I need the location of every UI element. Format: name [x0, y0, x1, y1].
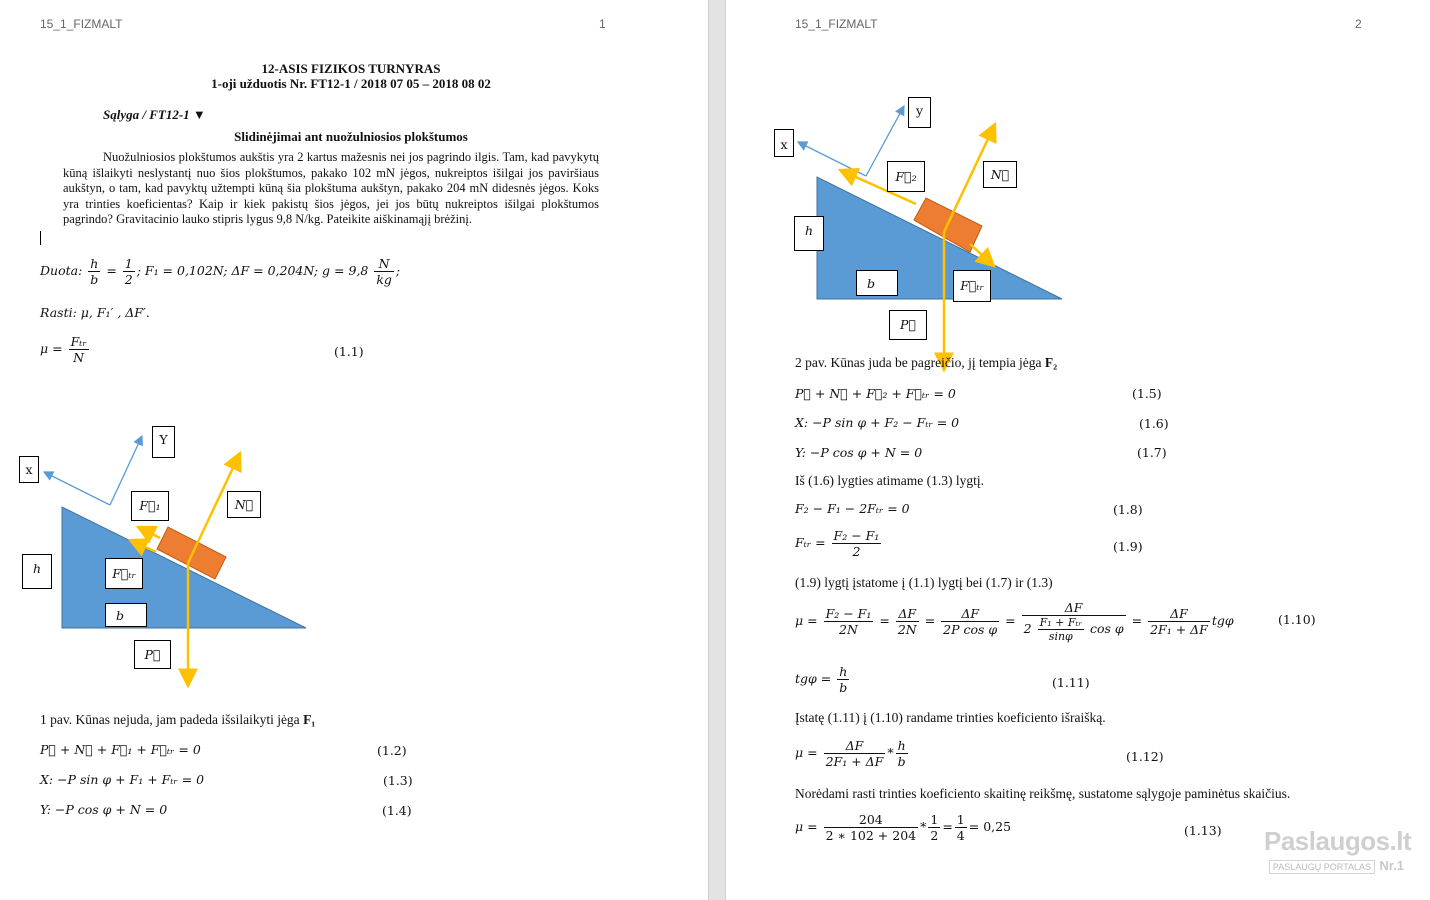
label-p-1: P⃗	[134, 640, 171, 669]
given-line: Duota: $\frac{h}{b}$ = $\frac{1}{2}$ ; F₁ = 0,102N; ΔF = 0,204N; g = 9,8 $\frac{N}{kg}$ ;	[40, 256, 401, 287]
label-p-2: P⃗	[889, 310, 927, 340]
label-f1: F⃗₁	[131, 491, 169, 521]
find-line: Rasti: μ, F₁′ , ΔF′.	[40, 305, 150, 320]
x-axis-2	[798, 142, 866, 176]
given-values: ; F₁ = 0,102N; ΔF = 0,204N; g = 9,8	[136, 263, 369, 278]
equation-number-1-5: (1.5)	[1132, 386, 1162, 401]
fraction-1-2: $\frac{1}{2}$	[124, 256, 133, 287]
document-page-2	[726, 0, 1430, 900]
equation-1-8: F₂ − F₁ − 2Fₜᵣ = 0	[795, 501, 910, 516]
figure-2-caption: 2 pav. Kūnas juda be pagreičio, jį tempia jėga F₂	[795, 355, 1058, 370]
page-header-docname: 15_1_FIZMALT	[40, 17, 123, 31]
equation-1-9: Fₜᵣ = $\frac{\text{F₂ − F₁}}{2}$	[795, 528, 880, 559]
label-ftr-1: F⃗ₜᵣ	[105, 558, 143, 589]
equation-number-1-4: (1.4)	[382, 803, 412, 818]
label-b-1: b	[105, 603, 147, 627]
label-h-1: h	[22, 554, 52, 589]
equation-1-11: tgφ = $\frac{h}{b}$	[795, 664, 848, 695]
equation-1-7: Y: −P cos φ + N = 0	[795, 445, 923, 460]
equation-number-1-1: (1.1)	[334, 344, 364, 359]
incline-triangle-1	[62, 507, 306, 628]
label-ftr-2: F⃗ₜᵣ	[953, 270, 991, 302]
label-x-2: x	[774, 129, 794, 157]
page-number: 2	[1355, 17, 1362, 31]
equation-number-1-9: (1.9)	[1113, 539, 1143, 554]
equation-number-1-2: (1.2)	[377, 743, 407, 758]
label-h-2: h	[794, 216, 824, 251]
equation-number-1-3: (1.3)	[383, 773, 413, 788]
label-n-2: N⃗	[983, 161, 1017, 188]
watermark-brand: Paslaugos.lt	[1264, 826, 1412, 856]
equation-1-13: μ = $\frac{204}{2 ∗ 102 + 204}$ * $\frac{1}{2}$ = $\frac{1}{4}$ = 0,25	[795, 812, 1012, 843]
incline-triangle-2	[817, 177, 1062, 299]
equation-number-1-6: (1.6)	[1139, 416, 1169, 431]
label-n-1: N⃗	[227, 491, 261, 518]
text-insert: (1.9) lygtį įstatome į (1.1) lygtį bei (1.7) ir (1.3)	[795, 575, 1053, 590]
page-header-docname: 15_1_FIZMALT	[795, 17, 878, 31]
problem-text: Nuožulniosios plokštumos aukštis yra 2 kartus mažesnis nei jos pagrindo ilgis. Tam, kad pavykytų kūną išlaikyti neslystantį nuo šios plokštumos, pakako 102 mN jėgos, nukreiptos išilgai jos paviršiaus aukštyn, o tam, kad pavyktų užtempti kūną šia plokštuma aukštyn, pakako 204 mN didesnės jėgos. Koks yra trinties koeficientas? Kaip ir kiek pakistų šios jėgos, jei jos būtų nukreiptos išilgai plokštumos pagrindo? Gravitacinio lauko stipris lygus 9,8 N/kg. Pateikite aiškinamąjį brėžinį.	[63, 150, 599, 226]
page-number: 1	[599, 17, 606, 31]
figure-1-caption: 1 pav. Kūnas nejuda, jam padeda išsilaikyti jėga F₁	[40, 712, 316, 727]
page-gutter	[708, 0, 726, 900]
equation-1-3: X: −P sin φ + F₁ + Fₜᵣ = 0	[40, 772, 205, 787]
label-y-2: y	[908, 97, 931, 128]
equation-1-6: X: −P sin φ + F₂ − Fₜᵣ = 0	[795, 415, 960, 430]
watermark-tagline: PASLAUGŲ PORTALAS	[1269, 860, 1375, 874]
equation-1-2: P⃗ + N⃗ + F⃗₁ + F⃗ₜᵣ = 0	[40, 742, 201, 757]
fraction-h-b: $\frac{h}{b}$	[90, 256, 99, 287]
document-page-1	[0, 0, 708, 900]
equation-1-4: Y: −P cos φ + N = 0	[40, 802, 168, 817]
equation-number-1-8: (1.8)	[1113, 502, 1143, 517]
task-title: 1-oji užduotis Nr. FT12-1 / 2018 07 05 – 2018 08 02	[211, 76, 491, 91]
label-f2: F⃗₂	[887, 161, 925, 192]
problem-title: Slidinėjimai ant nuožulniosios plokštumos	[234, 129, 468, 144]
equation-number-1-7: (1.7)	[1137, 445, 1167, 460]
watermark-badge: Nr.1	[1379, 858, 1404, 873]
label-y-1: Y	[152, 426, 175, 458]
condition-label[interactable]: Sąlyga / FT12-1 ▼	[103, 107, 206, 122]
given-label: Duota:	[40, 263, 83, 278]
figure-1-inclined-plane	[0, 0, 708, 900]
equation-number-1-10: (1.10)	[1278, 612, 1316, 627]
equation-1-5: P⃗ + N⃗ + F⃗₂ + F⃗ₜᵣ = 0	[795, 386, 956, 401]
force-f1-arrow	[138, 527, 160, 538]
x-axis-1	[44, 472, 110, 505]
label-x-1: x	[19, 456, 39, 483]
watermark-logo	[1264, 826, 1412, 875]
equation-number-1-12: (1.12)	[1126, 749, 1164, 764]
equation-number-1-11: (1.11)	[1052, 675, 1090, 690]
equation-1-12: μ = $\frac{\Delta F}{\text{2F₁ + ΔF}}$ * $\frac{h}{b}$	[795, 738, 906, 769]
text-put: Įstatę (1.11) į (1.10) randame trinties koeficiento išraišką.	[795, 710, 1106, 725]
label-b-2: b	[856, 270, 898, 296]
text-numeric: Norėdami rasti trinties koeficiento skaitinę reikšmę, sustatome sąlygoje paminėtus skaičius.	[795, 786, 1291, 801]
equation-1-1: μ = $\frac{\text{Fₜᵣ}}{N}$	[40, 334, 87, 365]
tournament-title: 12-ASIS FIZIKOS TURNYRAS	[261, 61, 441, 76]
text-subtract: Iš (1.6) lygties atimame (1.3) lygtį.	[795, 473, 984, 488]
equation-number-1-13: (1.13)	[1184, 823, 1222, 838]
fraction-n-kg: $\frac{N}{kg}$	[376, 256, 392, 287]
equation-1-10: μ = $\frac{\text{F₂ − F₁}}{2N}$ = $\frac{\Delta F}{2N}$ = $\frac{\Delta F}{\text{2P cos φ}}$ = ΔF 2 $\frac{\text{F₁ + Fₜᵣ}}{\sin\varphi}$ cos φ = $\frac{\Delta F}{\text{2F₁ + ΔF}}$ tgφ	[795, 600, 1234, 643]
